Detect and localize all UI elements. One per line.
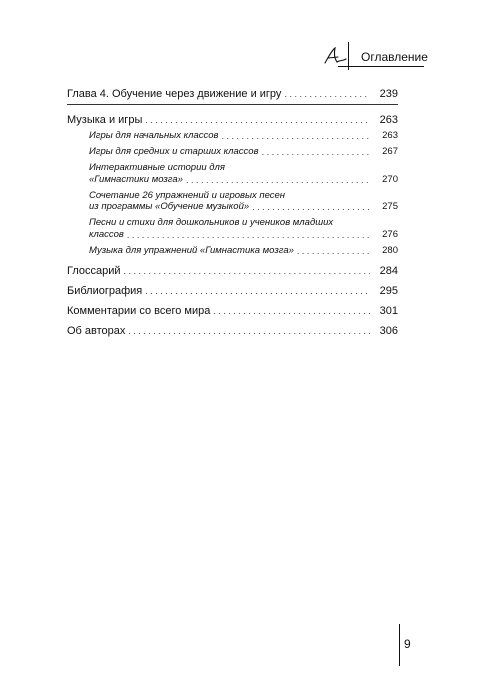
toc-subsection-entry[interactable] (67, 245, 398, 257)
leader-dots (145, 285, 370, 297)
leader-dots (186, 174, 370, 186)
leader-dots (128, 325, 370, 337)
monogram-logo-icon (322, 46, 348, 66)
toc-entry-page: 267 (382, 146, 398, 157)
toc-entry-title: Об авторах (67, 324, 126, 337)
leader-dots (262, 146, 370, 158)
header-underline (338, 66, 424, 67)
toc-entry-title: Глоссарий (67, 264, 121, 277)
toc-entry-title: Комментарии со всего мира (67, 304, 211, 317)
toc-entry-page: 263 (382, 130, 398, 141)
toc-entry-title: классов (89, 228, 124, 240)
toc-entry-title: Глава 4. Обучение через движение и игру (67, 88, 282, 100)
toc-bibliography-entry[interactable] (67, 285, 398, 297)
leader-dots (284, 88, 370, 100)
leader-dots (297, 245, 370, 257)
section-title: Оглавление (361, 50, 428, 64)
toc-subsection-entry[interactable] (67, 130, 398, 142)
toc-chapter-entry[interactable] (67, 88, 398, 100)
toc-entry-first-line: Сочетание 26 упражнений и игровых песен (89, 189, 286, 201)
toc-entry-page: 295 (379, 284, 398, 297)
toc-entry-page: 239 (379, 88, 398, 100)
toc-entry-title: Игры для начальных классов (89, 130, 219, 141)
toc-entry-page: 280 (382, 244, 398, 256)
leader-dots (127, 229, 370, 241)
leader-dots (222, 130, 370, 142)
toc-entry-title: Игры для средних и старших классов (89, 146, 259, 157)
toc-entry-title: «Гимнастики мозга» (89, 173, 183, 185)
table-of-contents (67, 88, 398, 337)
toc-section-entry[interactable] (67, 114, 398, 126)
toc-subsection-entry[interactable] (67, 201, 398, 213)
toc-entry-page: 301 (379, 304, 398, 317)
leader-dots (145, 114, 370, 126)
toc-entry-title: Музыка для упражнений «Гимнастика мозга» (89, 244, 294, 256)
toc-subsection-entry[interactable] (67, 174, 398, 186)
toc-authors-entry[interactable] (67, 325, 398, 337)
leader-dots (213, 305, 370, 317)
toc-entry-page: 276 (382, 228, 398, 240)
toc-entry-title: Музыка и игры (67, 114, 143, 126)
toc-entry-page: 270 (382, 173, 398, 185)
toc-entry-title: из программы «Обучение музыкой» (89, 201, 250, 212)
toc-entry-title: Библиография (67, 284, 143, 297)
toc-glossary-entry[interactable] (67, 265, 398, 277)
toc-entry-page: 263 (379, 114, 398, 126)
toc-entry-page: 284 (379, 264, 398, 277)
toc-entry-first-line: Песни и стихи для дошкольников и учеников младших (89, 217, 334, 228)
leader-dots (252, 201, 370, 213)
leader-dots (124, 265, 370, 277)
toc-entry-page: 306 (379, 324, 398, 337)
toc-subsection-entry[interactable] (67, 146, 398, 158)
toc-comments-entry[interactable] (67, 305, 398, 317)
footer-divider-line (399, 624, 400, 666)
toc-entry-first-line: Интерактивные истории для (89, 162, 225, 173)
page-number: 9 (404, 637, 411, 651)
toc-entry-page: 275 (382, 201, 398, 212)
toc-subsection-entry[interactable] (67, 229, 398, 241)
